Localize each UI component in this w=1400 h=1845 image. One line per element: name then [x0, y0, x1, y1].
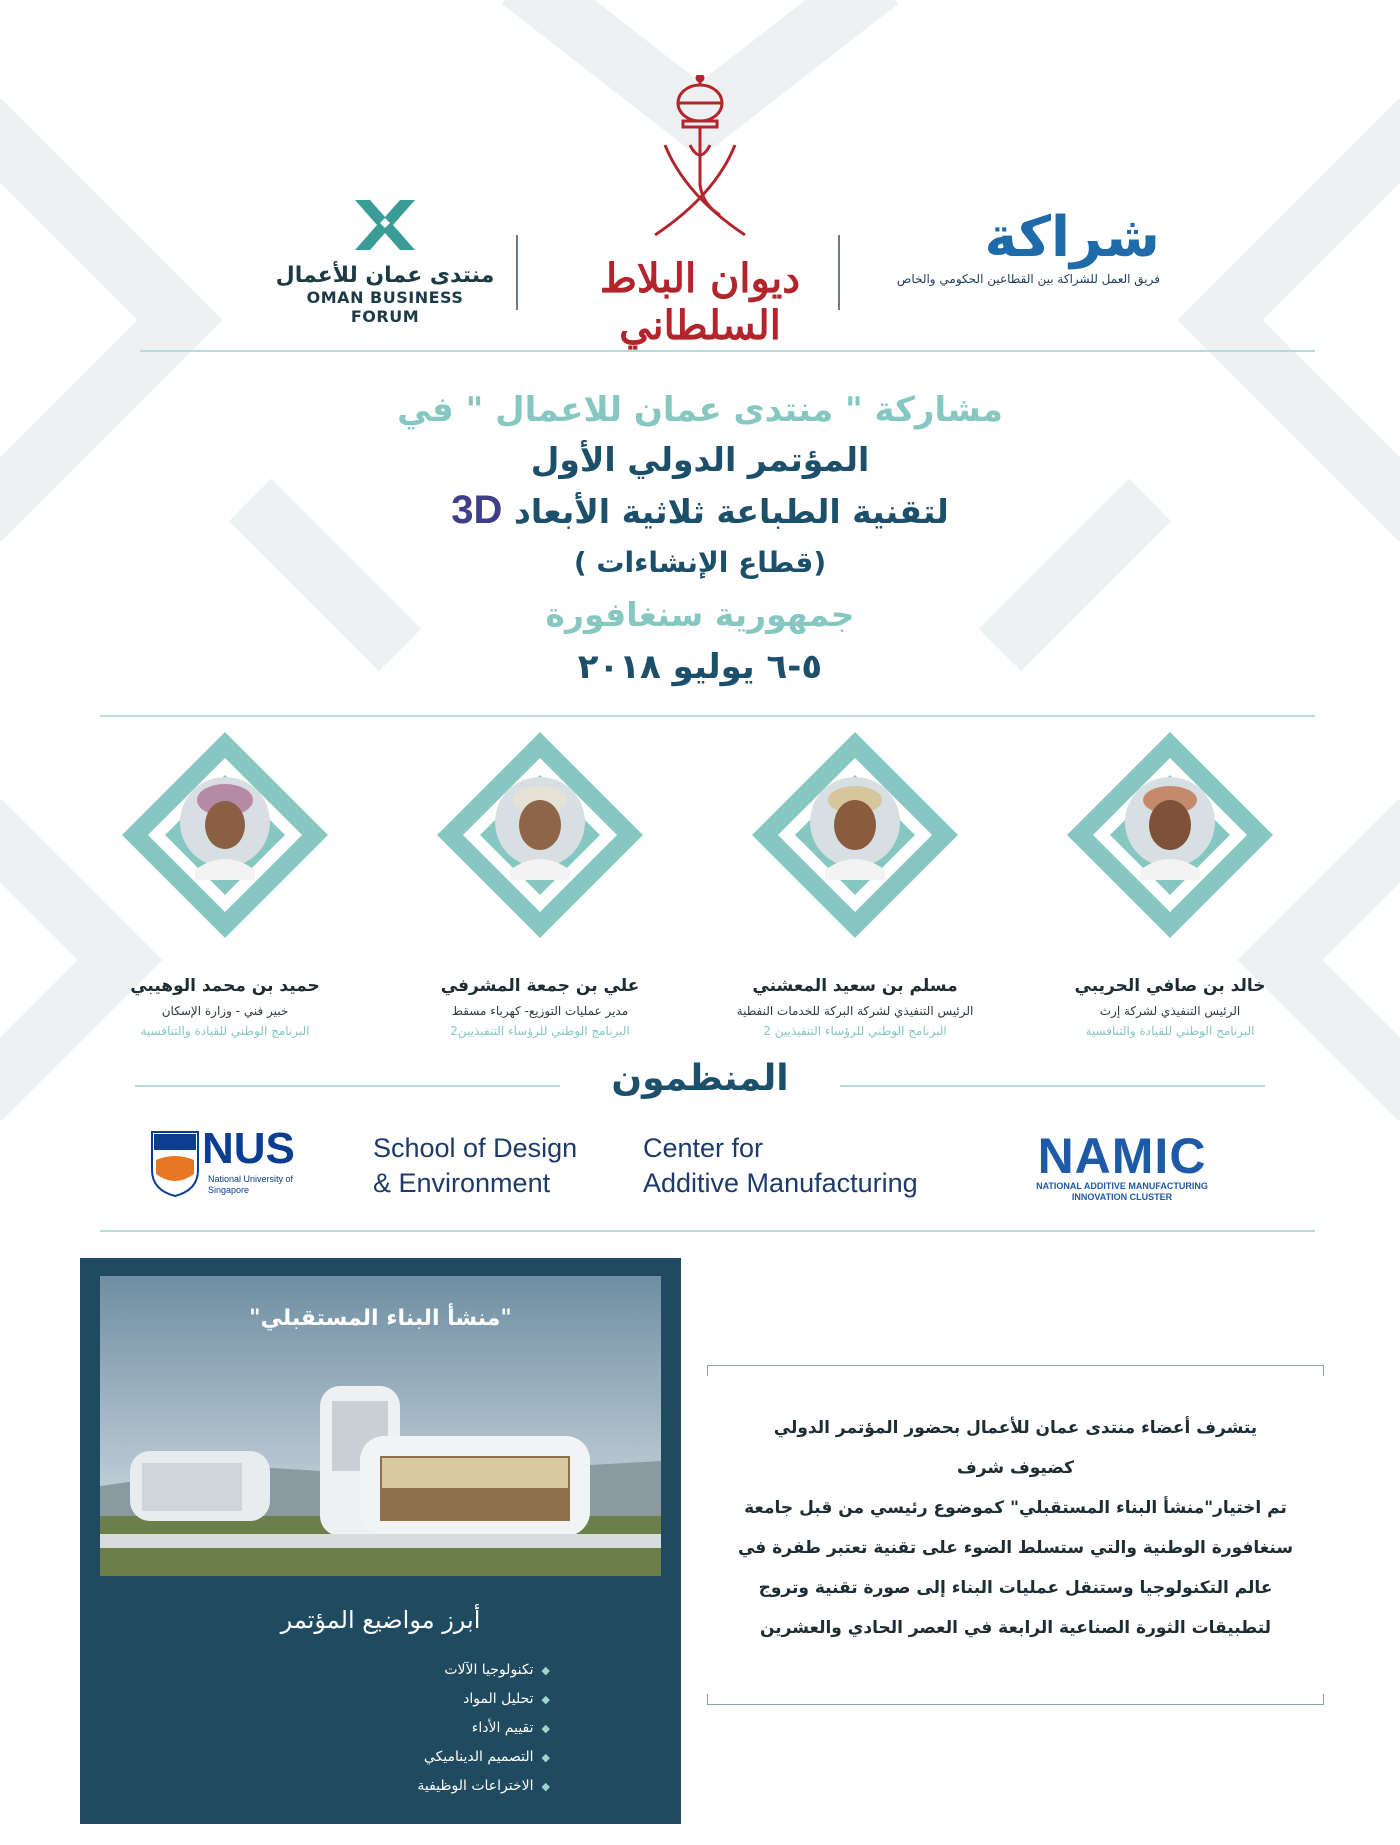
speaker-frame	[120, 730, 330, 940]
obf-emblem-icon	[350, 195, 420, 255]
khanjar-emblem-icon	[645, 75, 755, 245]
sde-line-2: & Environment	[373, 1168, 551, 1198]
speaker-photo	[1065, 730, 1275, 940]
diamond-bullet-icon: ◆	[541, 1664, 550, 1677]
speaker-photo	[120, 730, 330, 940]
description-line: يتشرف أعضاء منتدى عمان للأعمال بحضور المؤتمر الدولي	[773, 1418, 1258, 1438]
speaker-name: مسلم بن سعيد المعشني	[752, 976, 958, 996]
divider-top	[140, 350, 1315, 352]
description-line: كضيوف شرف	[957, 1458, 1074, 1478]
oman-business-forum-logo	[270, 195, 500, 326]
royal-court-arabic-name: ديوان البلاط السلطاني	[599, 255, 801, 349]
date-line: ٥-٦ يوليو ٢٠١٨	[577, 647, 823, 687]
sharaka-logo	[860, 205, 1160, 286]
sde-line-1: School of Design	[373, 1133, 578, 1163]
divider-bottom	[100, 1230, 1315, 1232]
diamond-bullet-icon: ◆	[541, 1722, 550, 1735]
speaker-card	[390, 730, 690, 1038]
topic-label: تكنولوجيا الآلات	[444, 1662, 534, 1678]
speaker-role: مدير عمليات التوزيع- كهرباء مسقط	[451, 1004, 629, 1018]
cam-line-1: Center for	[643, 1133, 764, 1163]
nus-wordmark: NUS	[202, 1124, 295, 1173]
box-corner	[707, 1366, 708, 1376]
description-line: تم اختيار"منشأ البناء المستقبلي" كموضوع رئيسي من قبل جامعة	[744, 1498, 1287, 1518]
speaker-photo	[750, 730, 960, 940]
obf-arabic-name: منتدى عمان للأعمال	[275, 263, 495, 288]
speaker-card	[705, 730, 1005, 1038]
sharaka-wordmark: شراكة	[984, 205, 1160, 270]
school-of-design-logo	[373, 1131, 577, 1201]
nus-logo	[150, 1124, 320, 1202]
speaker-frame	[750, 730, 960, 940]
cam-line-2: Additive Manufacturing	[643, 1168, 918, 1198]
3d-label: 3D	[451, 488, 503, 532]
participation-line: مشاركة " منتدى عمان للاعمال " في	[397, 390, 1003, 430]
topic-label: التصميم الديناميكي	[423, 1749, 534, 1765]
speaker-photo	[435, 730, 645, 940]
list-item	[310, 1714, 550, 1743]
conference-topic-text: لتقنية الطباعة ثلاثية الأبعاد	[513, 492, 949, 531]
country-line: جمهورية سنغافورة	[545, 595, 855, 634]
topic-label: الاختراعات الوظيفية	[417, 1778, 534, 1794]
box-corner	[707, 1694, 708, 1704]
center-additive-manufacturing-logo	[643, 1131, 918, 1201]
speaker-program: البرنامج الوطني للقيادة والتنافسية	[1085, 1024, 1255, 1038]
description-box	[707, 1365, 1324, 1705]
box-corner	[1323, 1366, 1324, 1376]
speaker-name: علي بن جمعة المشرفي	[440, 976, 640, 996]
photo-caption: "منشأ البناء المستقبلي"	[249, 1306, 512, 1331]
organizer-logos	[140, 1125, 1260, 1215]
speaker-role: الرئيس التنفيذي لشركة البركة للخدمات النفطية	[736, 1004, 974, 1018]
diamond-bullet-icon: ◆	[541, 1780, 550, 1793]
namic-line-2: INNOVATION CLUSTER	[1071, 1192, 1173, 1202]
header-separator-right	[838, 235, 840, 310]
list-item	[310, 1772, 550, 1801]
description-line: عالم التكنولوجيا وستنقل عمليات البناء إلى صورة تقنية وتروج	[758, 1578, 1273, 1598]
description-line: لتطبيقات الثورة الصناعية الرابعة في العصر الحادي والعشرين	[759, 1618, 1272, 1638]
future-building-photo	[100, 1276, 661, 1576]
topics-list	[310, 1656, 550, 1801]
conference-name: المؤتمر الدولي الأول	[530, 440, 870, 479]
list-item	[310, 1685, 550, 1714]
list-item	[310, 1656, 550, 1685]
speaker-frame	[1065, 730, 1275, 940]
sharaka-tagline: فريق العمل للشراكة بين القطاعين الحكومي والخاص	[896, 272, 1160, 286]
speaker-frame	[435, 730, 645, 940]
list-item	[310, 1743, 550, 1772]
diamond-bullet-icon: ◆	[541, 1751, 550, 1764]
speaker-role: الرئيس التنفيذي لشركة إرث	[1099, 1004, 1241, 1018]
organizers-title: المنظمون	[560, 1058, 840, 1099]
topic-label: تقييم الأداء	[471, 1720, 534, 1736]
topics-title: أبرز مواضيع المؤتمر	[280, 1606, 481, 1634]
speaker-program: البرنامج الوطني للرؤساء التنفيذيين2	[450, 1024, 630, 1038]
description-line: سنغافورة الوطنية والتي ستسلط الضوء على تقنية تعتبر طفرة في	[737, 1538, 1294, 1558]
namic-logo	[1002, 1128, 1242, 1203]
nus-fullname: National University of Singapore	[208, 1174, 294, 1195]
diamond-bullet-icon: ◆	[541, 1693, 550, 1706]
sector-line: (قطاع الإنشاءات )	[573, 546, 827, 579]
speaker-card	[1020, 730, 1320, 1038]
speaker-card	[75, 730, 375, 1038]
obf-english-name: OMAN BUSINESS FORUM	[306, 288, 464, 326]
namic-wordmark: NAMIC	[1037, 1128, 1207, 1184]
speaker-program: البرنامج الوطني للقيادة والتنافسية	[140, 1024, 310, 1038]
conference-topics-panel	[80, 1258, 681, 1824]
conference-topic	[0, 485, 1400, 537]
nus-crest-icon	[150, 1130, 200, 1198]
description-text	[707, 1408, 1324, 1648]
speaker-name: حميد بن محمد الوهيبي	[130, 976, 320, 996]
speaker-program: البرنامج الوطني للرؤساء التنفيذيين 2	[763, 1024, 947, 1038]
box-corner	[1323, 1694, 1324, 1704]
speaker-name: خالد بن صافي الحريبي	[1074, 976, 1266, 996]
royal-court-logo	[545, 75, 855, 349]
topic-label: تحليل المواد	[463, 1691, 534, 1707]
event-title-block	[0, 385, 1400, 693]
namic-line-1: NATIONAL ADDITIVE MANUFACTURING	[1036, 1181, 1208, 1191]
header-separator-left	[516, 235, 518, 310]
divider-speakers	[100, 715, 1315, 717]
speaker-role: خبير فني - وزارة الإسكان	[161, 1004, 289, 1018]
